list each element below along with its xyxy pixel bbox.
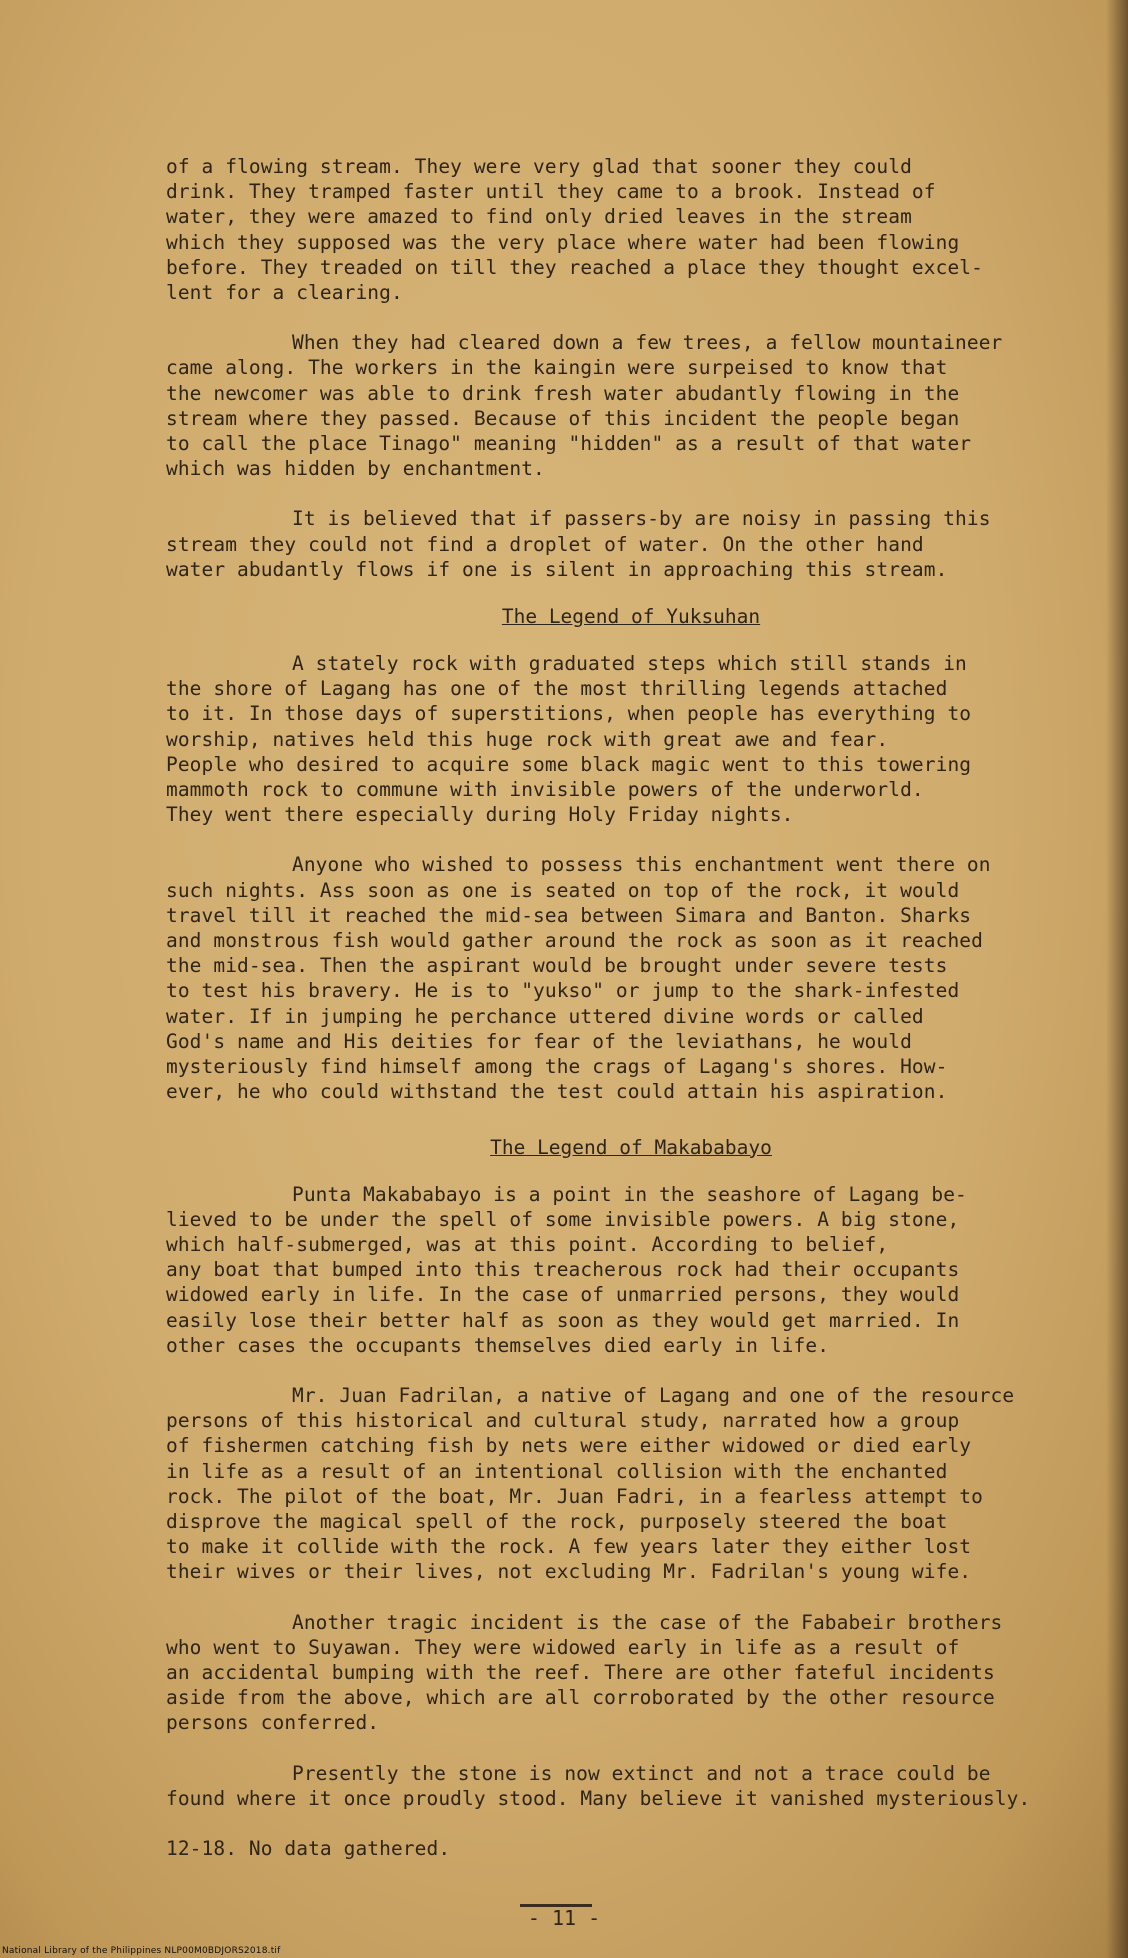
- paragraph-passers-by: It is believed that if passers-by are noisy in passing this stream they could not find a droplet of water. On the other hand water abudantly flows if one is silent in approaching this stream.: [166, 507, 991, 581]
- page-number: - 11 -: [527, 1906, 601, 1930]
- paragraph-punta-makababayo: Punta Makababayo is a point in the seashore of Lagang be- lieved to be under the spell of some invisible powers. A big stone, which half-submerged, was at this point. According to belief, any boat that bumped into this treacherous rock had their occupants widowed early in life. In the case of unmarried persons, they would easily lose their better half as soon as they would get married. In other cases the occupants themselves died early in life.: [166, 1182, 967, 1357]
- heading-legend-of-yuksuhan: The Legend of Yuksuhan: [501, 605, 761, 629]
- paragraph-enchantment: Anyone who wished to possess this enchantment went there on such nights. Ass soon as one is seated on top of the rock, it would travel till it reached the mid-sea between Simara and Banton. Sharks and monstrous fish would gather around the rock as soon as it reached the mid-sea. Then the aspirant would be brought under severe tests to test his bravery. He is to "yukso" or jump to the shark-infested water. If in jumping he perchance uttered divine words or called God's name and His deities for fear of the leviathans, he would mysteriously find himself among the crags of Lagang's shores. How- ever, he who could withstand the test could attain his aspiration.: [166, 853, 991, 1104]
- heading-legend-of-makababayo: The Legend of Makababayo: [490, 1135, 772, 1159]
- archive-caption: National Library of the Philippines NLP00M0BDJORS2018.tif: [2, 1946, 281, 1956]
- paragraph-stone-extinct: Presently the stone is now extinct and not a trace could be found where it once proudly stood. Many believe it vanished mysteriously.: [166, 1761, 1031, 1810]
- paragraph-fababeir-brothers: Another tragic incident is the case of the Fababeir brothers who went to Suyawan. They were widowed early in life as a result of an accidental bumping with the reef. There are other fateful incidents aside from the above, which are all corroborated by the other resource persons conferred.: [166, 1610, 1003, 1735]
- paragraph-stately-rock: A stately rock with graduated steps which still stands in the shore of Lagang has one of the most thrilling legends attached to it. In those days of superstitions, when people has everything to worship, natives held this huge rock with great awe and fear. People who desired to acquire some black magic went to this towering mammoth rock to commune with invisible powers of the underworld. They went there especially during Holy Friday nights.: [166, 652, 972, 827]
- paragraph-juan-fadrilan: Mr. Juan Fadrilan, a native of Lagang and one of the resource persons of this historical and cultural study, narrated how a group of fishermen catching fish by nets were either widowed or died early in life as a result of an intentional collision with the enchanted rock. The pilot of the boat, Mr. Juan Fadri, in a fearless attempt to disprove the magical spell of the rock, purposely steered the boat to make it collide with the rock. A few years later they either lost their wives or their lives, not excluding Mr. Fadrilan's young wife.: [166, 1383, 1015, 1584]
- page-edge-shadow: [1106, 0, 1128, 1958]
- paragraph-mountaineer: When they had cleared down a few trees, a fellow mountaineer came along. The workers in the kaingin were surpeised to know that the newcomer was able to drink fresh water abudantly flowing in the stream where they passed. Because of this incident the people began to call the place Tinago" meaning "hidden" as a result of that water which was hidden by enchantment.: [166, 331, 1003, 481]
- closing-note: 12-18. No data gathered.: [166, 1836, 451, 1860]
- paragraph-flowing-stream: of a flowing stream. They were very glad that sooner they could drink. They tramped faster until they came to a brook. Instead of water, they were amazed to find only dried leaves in the stream which they supposed was the very place where water had been flowing before. They treaded on till they reached a place they thought excel- lent for a clearing.: [166, 155, 983, 305]
- typed-text-body: [166, 154, 1096, 1861]
